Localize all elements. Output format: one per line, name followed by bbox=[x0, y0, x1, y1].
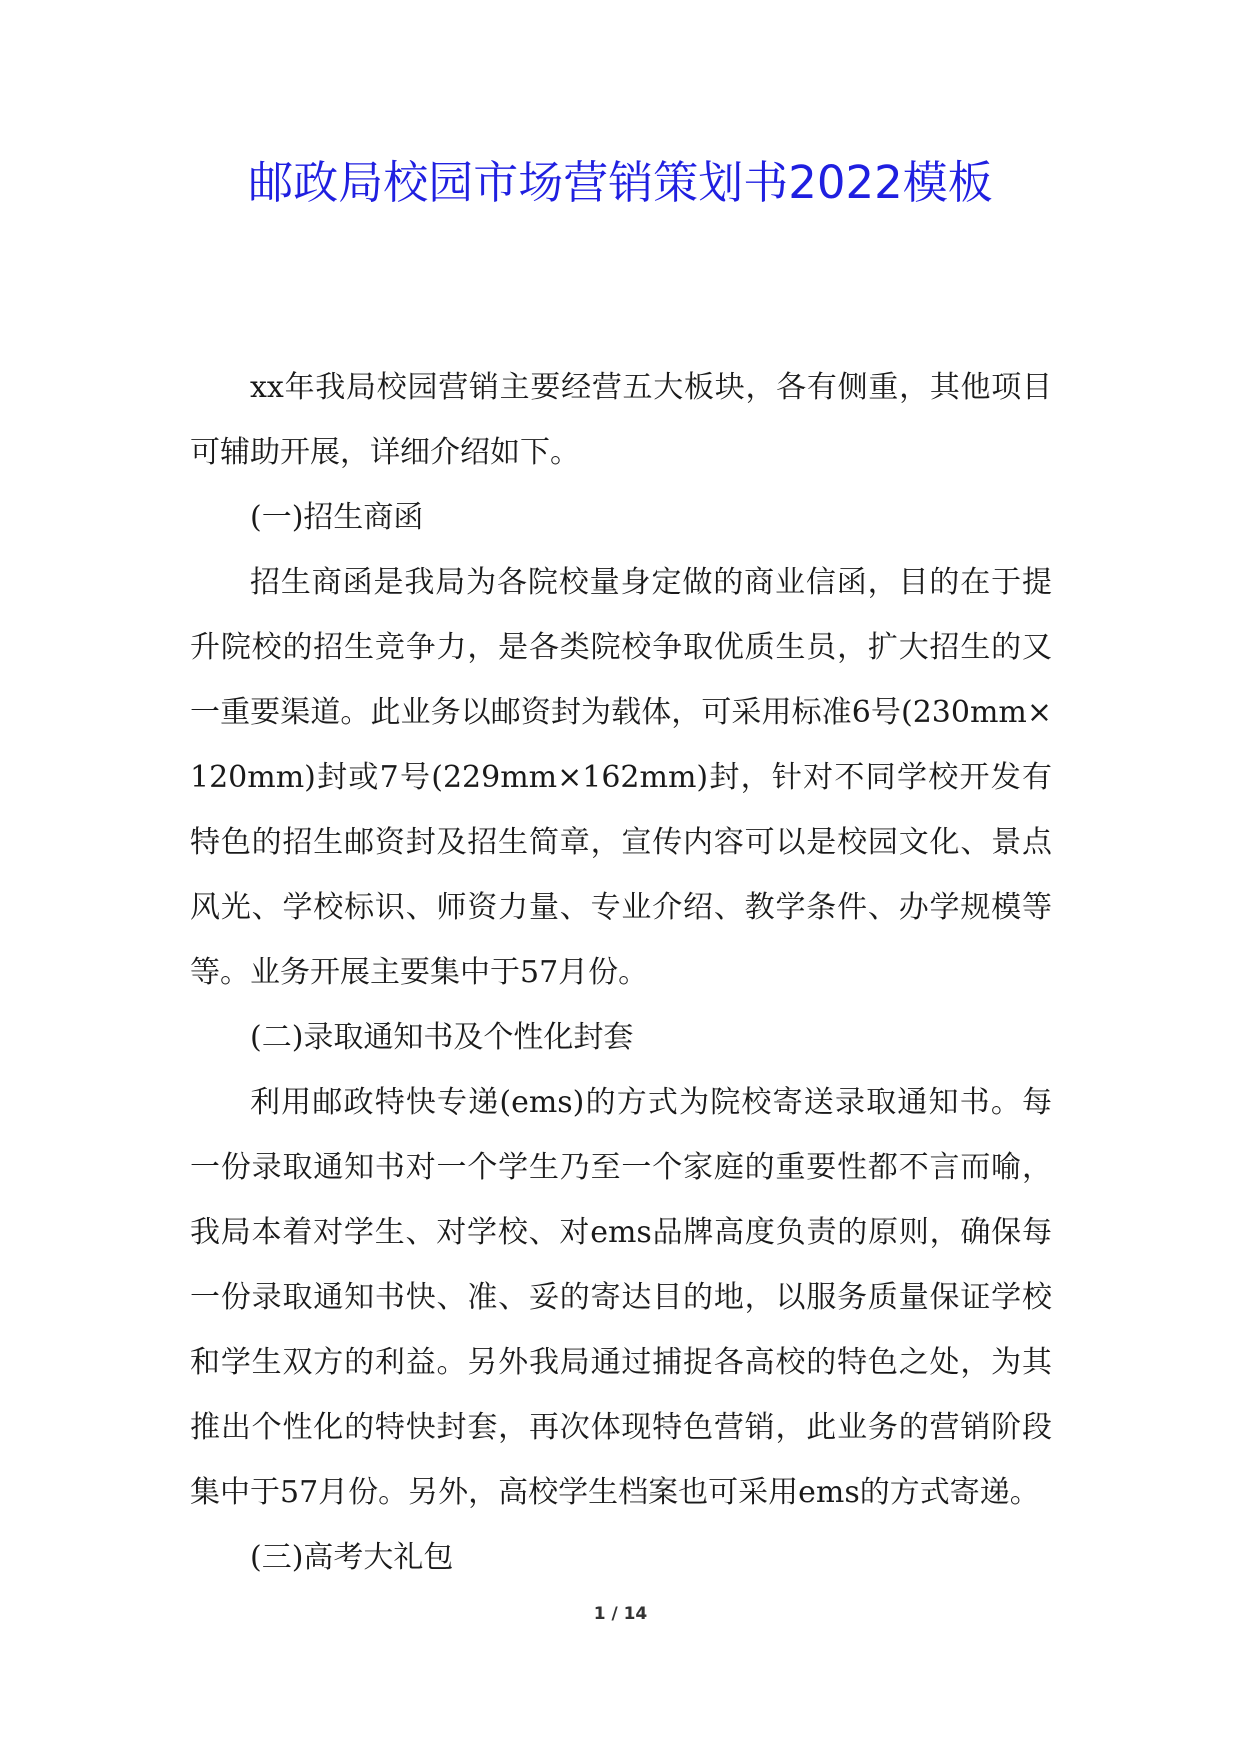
paragraph-section-2: 利用邮政特快专递(ems)的方式为院校寄送录取通知书。每一份录取通知书对一个学生乃至一个家庭的重要性都不言而喻，我局本着对学生、对学校、对ems品牌高度负责的原则，确保每一份录取通知书快、准、妥的寄达目的地，以服务质量保证学校和学生双方的利益。另外我局通过捕捉各高校的特色之处，为其推出个性化的特快封套，再次体现特色营销，此业务的营销阶段集中于57月份。另外，高校学生档案也可采用ems的方式寄递。 bbox=[190, 1085, 1052, 1510]
section-heading-1: (一)招生商函 bbox=[250, 500, 424, 535]
page-number: 1 / 14 bbox=[593, 1604, 648, 1624]
paragraph-intro: xx年我局校园营销主要经营五大板块，各有侧重，其他项目可辅助开展，详细介绍如下。 bbox=[190, 370, 1052, 470]
section-heading-2: (二)录取通知书及个性化封套 bbox=[250, 1020, 634, 1055]
document-title: 邮政局校园市场营销策划书2022模板 bbox=[248, 156, 993, 209]
section-heading-3: (三)高考大礼包 bbox=[250, 1540, 454, 1575]
document-body bbox=[190, 355, 1052, 1590]
paragraph-section-1: 招生商函是我局为各院校量身定做的商业信函，目的在于提升院校的招生竞争力，是各类院校争取优质生员，扩大招生的又一重要渠道。此业务以邮资封为载体，可采用标准6号(230mm×120mm)封或7号(229mm×162mm)封，针对不同学校开发有特色的招生邮资封及招生简章，宣传内容可以是校园文化、景点风光、学校标识、师资力量、专业介绍、教学条件、办学规模等等。业务开展主要集中于57月份。 bbox=[190, 565, 1052, 990]
